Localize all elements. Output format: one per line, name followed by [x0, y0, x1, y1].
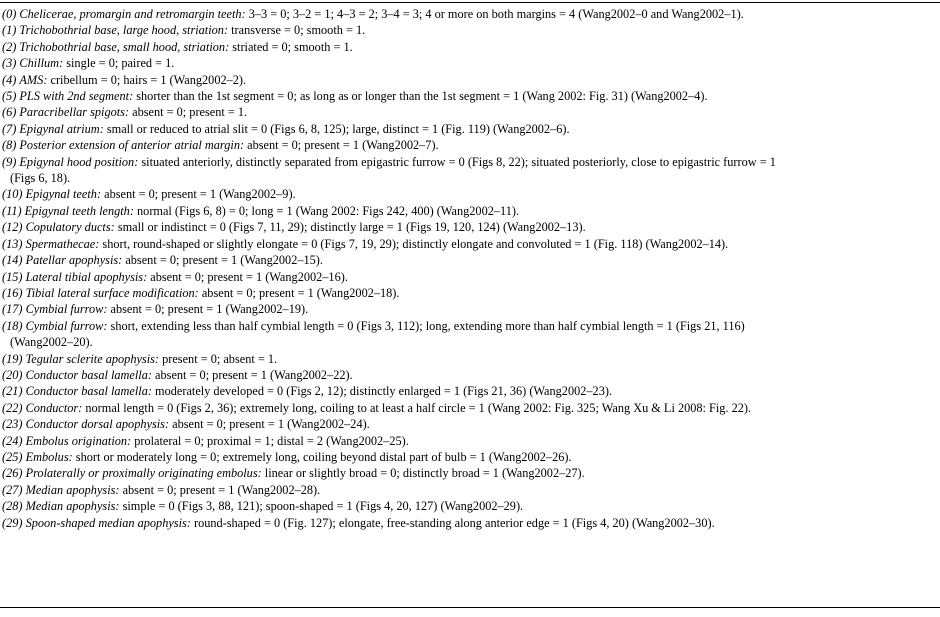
character-number: (17)	[2, 302, 23, 317]
character-number: (6)	[2, 105, 17, 120]
character-entry	[2, 498, 940, 514]
character-name: Cymbial furrow:	[25, 302, 108, 317]
character-number: (15)	[2, 269, 23, 284]
character-name: PLS with 2nd segment:	[19, 89, 134, 104]
character-number: (11)	[2, 203, 22, 218]
character-states: absent = 0; present = 1 (Wang2002–16).	[150, 269, 348, 284]
character-number: (20)	[2, 367, 23, 382]
character-entry	[2, 367, 940, 383]
character-entry	[2, 236, 940, 252]
character-states: normal (Figs 6, 8) = 0; long = 1 (Wang 2002: Figs 242, 400) (Wang2002–11).	[137, 203, 520, 218]
character-states: absent = 0; present = 1 (Wang2002–24).	[172, 417, 370, 432]
character-number: (10)	[2, 187, 23, 202]
character-number: (7)	[2, 121, 17, 136]
character-states: absent = 0; present = 1.	[132, 105, 248, 120]
character-name: Cymbial furrow:	[25, 318, 108, 333]
character-states: small or indistinct = 0 (Figs 7, 11, 29); distinctly large = 1 (Figs 19, 120, 124) (Wang2002–13).	[117, 220, 586, 235]
character-number: (25)	[2, 449, 23, 464]
character-number: (13)	[2, 236, 23, 251]
character-entry	[2, 22, 940, 38]
character-entry	[2, 433, 940, 449]
character-number: (27)	[2, 482, 23, 497]
character-number: (8)	[2, 138, 17, 153]
character-states: shorter than the 1st segment = 0; as long as or longer than the 1st segment = 1 (Wang 2002: Fig. 31) (Wang2002–4).	[136, 89, 708, 104]
character-states: present = 0; absent = 1.	[162, 351, 278, 366]
character-states: absent = 0; present = 1 (Wang2002–9).	[104, 187, 296, 202]
character-states: absent = 0; present = 1 (Wang2002–18).	[201, 285, 400, 300]
character-entry	[2, 465, 940, 481]
character-name: Patellar apophysis:	[25, 253, 123, 268]
character-name: Trichobothrial base, large hood, striation:	[19, 23, 229, 38]
character-entry	[2, 88, 940, 104]
character-name: Median apophysis:	[25, 482, 120, 497]
character-entry	[2, 318, 940, 334]
character-states: moderately developed = 0 (Figs 2, 12); distinctly enlarged = 1 (Figs 21, 36) (Wang2002–23).	[155, 384, 613, 399]
character-number: (3)	[2, 56, 17, 71]
character-states: small or reduced to atrial slit = 0 (Figs 6, 8, 125); large, distinct = 1 (Fig. 119) (Wang2002–6).	[106, 121, 570, 136]
character-number: (14)	[2, 253, 23, 268]
character-states: short or moderately long = 0; extremely long, coiling beyond distal part of bulb = 1 (Wang2002–26).	[75, 449, 572, 464]
character-name: Epigynal hood position:	[19, 154, 139, 169]
character-entry	[2, 383, 940, 399]
character-entry	[2, 121, 940, 137]
character-name: Tegular sclerite apophysis:	[25, 351, 160, 366]
character-name: Embolus origination:	[25, 433, 132, 448]
character-name: Epigynal teeth length:	[24, 203, 134, 218]
character-entry	[2, 449, 940, 465]
character-name: Epigynal teeth:	[25, 187, 102, 202]
character-number: (26)	[2, 466, 23, 481]
character-name: Trichobothrial base, small hood, striation:	[19, 39, 230, 54]
character-states: absent = 0; present = 1 (Wang2002–28).	[122, 482, 321, 497]
character-name: Chelicerae, promargin and retromargin teeth:	[19, 7, 246, 21]
character-number: (29)	[2, 515, 23, 530]
character-number: (28)	[2, 499, 23, 514]
character-entry	[2, 6, 940, 22]
character-entry	[2, 416, 940, 432]
character-states: round-shaped = 0 (Fig. 127); elongate, free-standing along anterior edge = 1 (Figs 4, 20) (Wang2002–30).	[193, 515, 715, 530]
character-entry	[2, 39, 940, 55]
character-entry	[2, 55, 940, 71]
character-entry	[2, 104, 940, 120]
character-name: Embolus:	[25, 449, 73, 464]
character-name: Tibial lateral surface modification:	[25, 285, 199, 300]
character-name: Paracribellar spigots:	[19, 105, 130, 120]
character-entry	[2, 154, 940, 170]
bottom-rule	[0, 607, 940, 608]
character-number: (0)	[2, 7, 17, 21]
character-entry	[2, 351, 940, 367]
character-number: (18)	[2, 318, 23, 333]
character-states: linear or slightly broad = 0; distinctly broad = 1 (Wang2002–27).	[264, 466, 585, 481]
character-entry	[2, 515, 940, 531]
character-states: striated = 0; smooth = 1.	[232, 39, 353, 54]
character-entry	[2, 285, 940, 301]
character-number: (23)	[2, 417, 23, 432]
character-number: (24)	[2, 433, 23, 448]
character-entry	[2, 219, 940, 235]
character-states: prolateral = 0; proximal = 1; distal = 2 (Wang2002–25).	[134, 433, 409, 448]
character-name: Median apophysis:	[25, 499, 120, 514]
character-states: short, extending less than half cymbial length = 0 (Figs 3, 112); long, extending more than half cymbial length = 1 (Figs 21, 116)	[110, 318, 745, 333]
character-entry	[2, 252, 940, 268]
character-entry-continuation	[2, 334, 940, 350]
character-number: (1)	[2, 23, 17, 38]
character-number: (12)	[2, 220, 23, 235]
character-name: Chillum:	[19, 56, 64, 71]
character-name: Spermathecae:	[25, 236, 100, 251]
character-states: transverse = 0; smooth = 1.	[231, 23, 366, 38]
character-states-continuation: (Wang2002–20).	[10, 335, 93, 350]
character-number: (22)	[2, 400, 23, 415]
character-entry	[2, 301, 940, 317]
character-states: simple = 0 (Figs 3, 88, 121); spoon-shaped = 1 (Figs 4, 20, 127) (Wang2002–29).	[122, 499, 524, 514]
character-states: absent = 0; present = 1 (Wang2002–22).	[155, 367, 353, 382]
character-entry	[2, 186, 940, 202]
character-entry	[2, 269, 940, 285]
character-name: Spoon-shaped median apophysis:	[25, 515, 191, 530]
character-name: Posterior extension of anterior atrial margin:	[19, 138, 245, 153]
character-name: Conductor dorsal apophysis:	[25, 417, 170, 432]
character-name: Conductor basal lamella:	[25, 367, 152, 382]
character-name: Copulatory ducts:	[25, 220, 115, 235]
character-name: Conductor basal lamella:	[25, 384, 152, 399]
character-states: absent = 0; present = 1 (Wang2002–7).	[247, 138, 439, 153]
character-states: normal length = 0 (Figs 2, 36); extremely long, coiling to at least a half circle = 1 (Wang 2002: Fig. 325; Wang Xu & Li 2008: Fig. 22).	[85, 400, 752, 415]
character-number: (21)	[2, 384, 23, 399]
character-states: cribellum = 0; hairs = 1 (Wang2002–2).	[50, 72, 247, 87]
character-states: absent = 0; present = 1 (Wang2002–15).	[125, 253, 323, 268]
character-name: Lateral tibial apophysis:	[25, 269, 148, 284]
character-number: (2)	[2, 39, 17, 54]
character-list	[2, 6, 940, 531]
character-entry	[2, 137, 940, 153]
character-number: (16)	[2, 285, 23, 300]
character-states: situated anteriorly, distinctly separated from epigastric furrow = 0 (Figs 8, 22); situated posteriorly, close to epigastric furrow = 1	[141, 154, 776, 169]
character-entry-continuation	[2, 170, 940, 186]
character-states-continuation: (Figs 6, 18).	[10, 171, 71, 186]
character-number: (9)	[2, 154, 17, 169]
character-states: 3–3 = 0; 3–2 = 1; 4–3 = 2; 3–4 = 3; 4 or more on both margins = 4 (Wang2002–0 and Wang2002–1).	[248, 7, 744, 21]
character-number: (19)	[2, 351, 23, 366]
character-name: Epigynal atrium:	[19, 121, 104, 136]
character-states: short, round-shaped or slightly elongate = 0 (Figs 7, 19, 29); distinctly elongate and convoluted = 1 (Fig. 118) (Wang2002–14).	[102, 236, 729, 251]
character-number: (5)	[2, 89, 17, 104]
character-entry	[2, 72, 940, 88]
character-number: (4)	[2, 72, 17, 87]
character-entry	[2, 203, 940, 219]
character-entry	[2, 400, 940, 416]
character-entry	[2, 482, 940, 498]
character-states: single = 0; paired = 1.	[66, 56, 175, 71]
character-name: Prolaterally or proximally originating embolus:	[25, 466, 262, 481]
character-states: absent = 0; present = 1 (Wang2002–19).	[110, 302, 309, 317]
top-rule	[0, 2, 940, 3]
character-name: AMS:	[19, 72, 48, 87]
character-name: Conductor:	[25, 400, 83, 415]
